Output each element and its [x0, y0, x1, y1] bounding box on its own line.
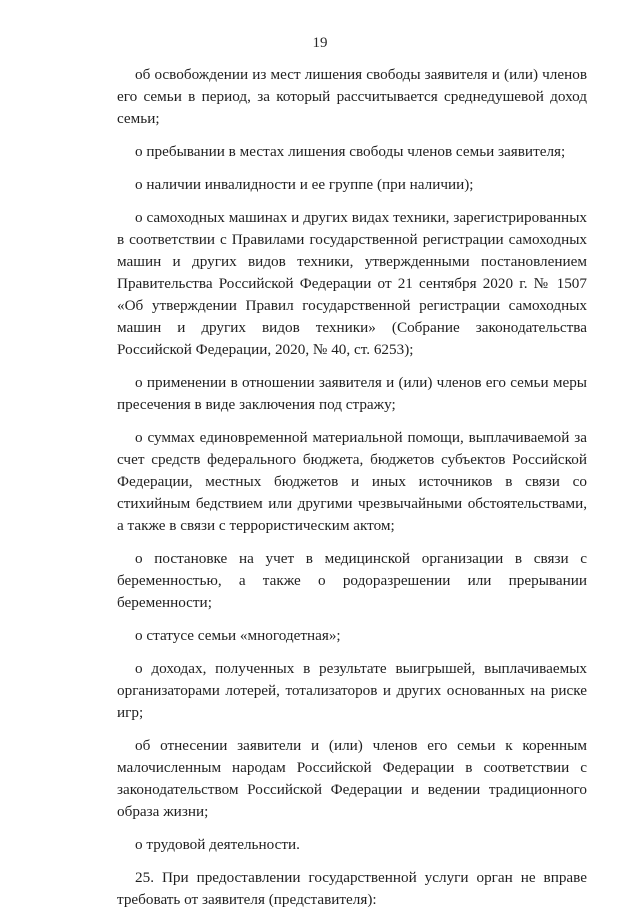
- paragraph-indigenous-peoples: об отнесении заявители и (или) членов его семьи к коренным малочисленным народам Российской Федерации в соответствии с законодательством Российской Федерации и ведении традиционного образа жизни;: [117, 737, 587, 820]
- paragraph-self-propelled-machines: о самоходных машинах и других видах техники, зарегистрированных в соответствии с Правилами государственной регистрации самоходных машин и других видов техники, утвержденными постановлением Правительства Российской Федерации от 21 сентября 2020 г. № 1507 «Об утверждении Правил государственной регистрации самоходных машин и других видов техники» (Собрание законодательства Российской Федерации, 2020, № 40, ст. 6253);: [117, 209, 587, 358]
- page-number: 19: [312, 35, 328, 51]
- paragraph-material-assistance: о суммах единовременной материальной помощи, выплачиваемой за счет средств федерального бюджета, бюджетов субъектов Российской Федерации, местных бюджетов и иных источников в связи со стихийным бедствием или другими чрезвычайными обстоятельствами, а также в связи с террористическим актом;: [117, 429, 587, 534]
- paragraph-pregnancy-registration: о постановке на учет в медицинской организации в связи с беременностью, а также о родоразрешении или прерывании беременности;: [117, 550, 587, 611]
- body-text: [117, 64, 587, 911]
- paragraph-release-from-prison: об освобождении из мест лишения свободы заявителя и (или) членов его семьи в период, за который рассчитывается среднедушевой доход семьи;: [117, 66, 587, 127]
- paragraph-item-25: 25. При предоставлении государственной услуги орган не вправе требовать от заявителя (представителя):: [117, 869, 587, 908]
- paragraph-disability: о наличии инвалидности и ее группе (при наличии);: [135, 176, 474, 193]
- paragraph-custody-measure: о применении в отношении заявителя и (или) членов его семьи меры пресечения в виде заключения под стражу;: [117, 374, 587, 413]
- paragraph-labor-activity: о трудовой деятельности.: [135, 836, 300, 853]
- paragraph-lottery-income: о доходах, полученных в результате выигрышей, выплачиваемых организаторами лотерей, тотализаторов и других основанных на риске игр;: [117, 660, 587, 721]
- paragraph-large-family-status: о статусе семьи «многодетная»;: [135, 627, 341, 644]
- paragraph-stay-in-prison: о пребывании в местах лишения свободы членов семьи заявителя;: [135, 143, 566, 160]
